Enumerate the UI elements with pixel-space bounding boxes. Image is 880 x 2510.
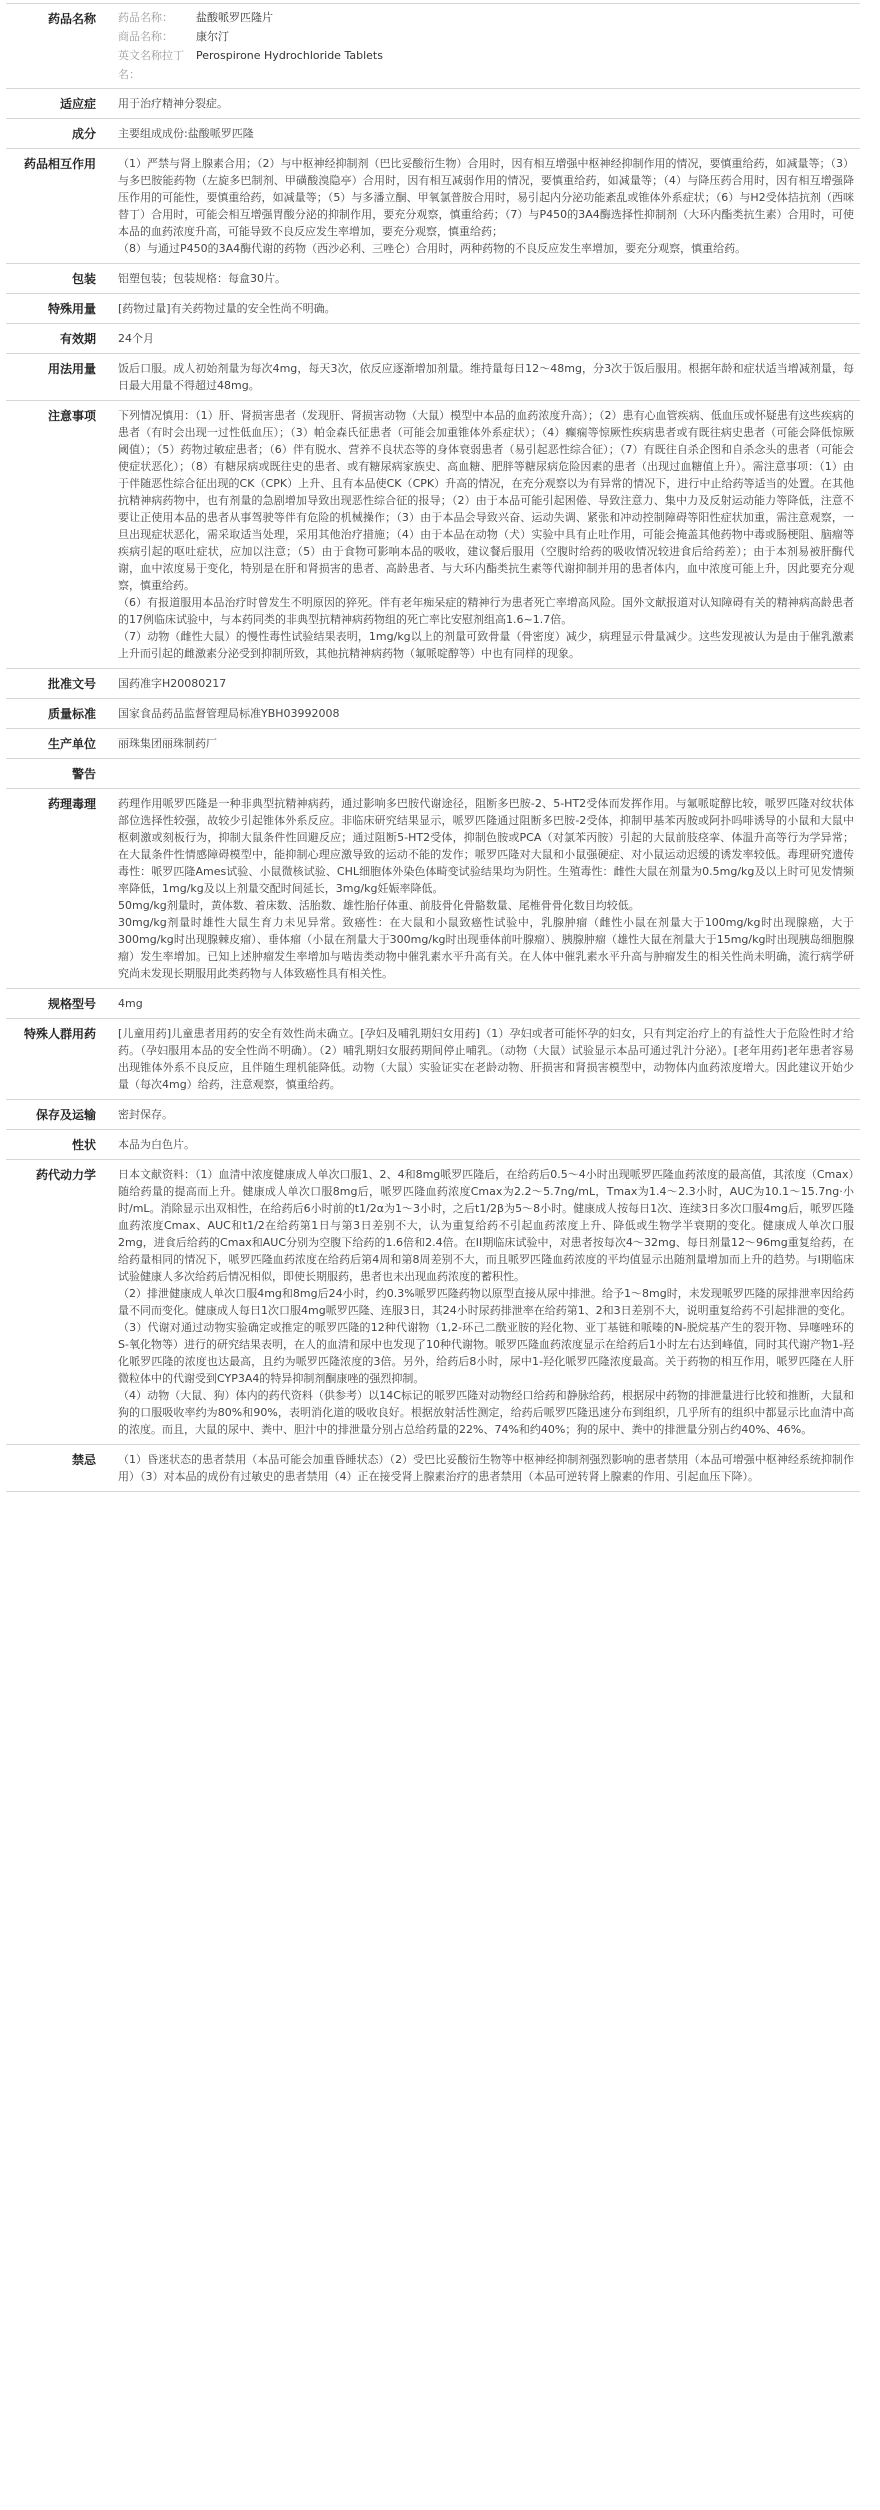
value-composition: 主要组成成份:盐酸哌罗匹隆: [118, 127, 254, 140]
value-validity: 24个月: [118, 332, 154, 345]
value-precautions: 下列情况慎用：（1）肝、肾损害患者（发现肝、肾损害动物（大鼠）模型中本品的血药浓度升高）；（2）患有心血管疾病、低血压或怀疑患有这些疾病的患者（有时会出现一过性低血压）；（3）帕金森氏征患者（可能会加重锥体外系症状）；（4）癫痫等惊厥性疾病患者或有既往病史患者（可能会降低惊厥阈值）；（5）药物过敏症患者；（6）伴有脱水、营养不良状态等的身体衰弱患者（易引起恶性综合征）；（7）有既往自杀企图和自杀念头的患者（可能会使症状恶化）；（8）有糖尿病或既往史的患者、或有糖尿病家族史、高血糖、肥胖等糖尿病危险因素的患者（出现过血糖值上升）。需注意事项：（1）由于伴随恶性综合征出现的CK（CPK）上升、且有本品使CK（CPK）升高的情况，在充分观察以为有异常的情况下，进行中止给药等适当的处置。在其他抗精神病药物中，也有剂量的急剧增加导致出现恶性综合征的报导；（2）由于本品可能引起困倦、导致注意力、集中力及反射运动能力等降低，注意不要让正使用本品的患者从事驾驶等伴有危险的机械操作；（3）由于本品会导致兴奋、运动失调、紧张和冲动控制障碍等阳性症状加重，需注意观察，一旦出现症状恶化，需采取适当处理，采用其他治疗措施；（4）由于本品在动物（犬）实验中具有止吐作用，可能会掩盖其他药物中毒或肠梗阻、脑瘤等疾病引起的呕吐症状，应加以注意；（5）由于食物可影响本品的吸收，建议餐后服用（空腹时给药的吸收情况较进食后给药差）；由于本剂易被肝酶代谢，血中浓度易于变化，特别是在肝和肾损害的患者、高龄患者、与大环内酯类抗生素等代谢抑制并用的患者体内，血中浓度可能上升，因此要充分观察，慎重给药。 （6）有报道服用本品治疗时曾发生不明原因的猝死。伴有老年痴呆症的精神行为患者死亡率增高风险。国外文献报道对认知障碍有关的精神病高龄患者的17例临床试验中，与本药同类的非典型抗精神病药物组的死亡率比安慰剂组高1.6~1.7倍。 （7）动物（雌性大鼠）的慢性毒性试验结果表明，1mg/kg以上的剂量可致骨量（骨密度）减少，病理显示骨量减少。这些发现被认为是由于催乳激素上升而引起的雌激素分泌受到抑制所致，其他抗精神病药物（氟哌啶醇等）中也有同样的现象。: [118, 409, 854, 660]
value-contraindications: （1）昏迷状态的患者禁用（本品可能会加重昏睡状态）（2）受巴比妥酸衍生物等中枢神经抑制剂强烈影响的患者禁用（本品可增强中枢神经系统抑制作用）（3）对本品的成份有过敏史的患者禁用（4）正在接受肾上腺素治疗的患者禁用（本品可逆转肾上腺素的作用、引起血压下降）。: [118, 1453, 854, 1483]
row-composition: [6, 119, 860, 149]
value-packaging: 铝塑包装；包装规格：每盒30片。: [118, 272, 286, 285]
value-indication: 用于治疗精神分裂症。: [118, 97, 228, 110]
row-drug-name: [6, 4, 860, 89]
row-overdose: [6, 294, 860, 324]
row-quality-standard: [6, 699, 860, 729]
value-interactions: （1）严禁与肾上腺素合用；（2）与中枢神经抑制剂（巴比妥酸衍生物）合用时，因有相互增强中枢神经抑制作用的情况，要慎重给药，如减量等；（3）与多巴胺能药物（左旋多巴制剂、甲磺酸溴隐亭）合用时，因有相互减弱作用的情况，要慎重给药，如减量等；（4）与降压药合用时，因有相互增强降压作用的可能性，要慎重给药，如减量等；（5）与多潘立酮、甲氧氯普胺合用时，易引起内分泌功能紊乱或锥体外系症状；（6）与H2受体拮抗剂（西咪替丁）合用时，可能会相互增强胃酸分泌的抑制作用，要充分观察，慎重给药；（7）与P450的3A4酶选择性抑制剂（大环内酯类抗生素）合用时，可使本品的血药浓度升高，可能导致不良反应发生率增加，要充分观察，慎重给药； （8）与通过P450的3A4酶代谢的药物（西沙必利、三唑仑）合用时，两种药物的不良反应发生率增加，要充分观察，慎重给药。: [118, 157, 854, 255]
row-precautions: [6, 401, 860, 669]
label-overdose: 特殊用量: [47, 302, 96, 316]
label-quality-standard: 质量标准: [47, 707, 96, 721]
value-quality-standard: 国家食品药品监督管理局标准YBH03992008: [118, 707, 340, 720]
value-special-population: [儿童用药]儿童患者用药的安全有效性尚未确立。[孕妇及哺乳期妇女用药]（1）孕妇或者可能怀孕的妇女，只有判定治疗上的有益性大于危险性时才给药。（孕妇服用本品的安全性尚不明确）。（2）哺乳期妇女服药期间停止哺乳。（动物（大鼠）试验显示本品可通过乳汁分泌）。[老年用药]老年患者容易出现锥体外系不良反应，且伴随生理机能降低。动物（大鼠）实验证实在老龄动物、肝损害和肾损害模型中，动物体内血药浓度增大。因此建议开始少量（每次4mg）给药，注意观察，慎重给药。: [118, 1027, 854, 1091]
value-pharmacology: 药理作用哌罗匹隆是一种非典型抗精神病药，通过影响多巴胺代谢途径，阻断多巴胺-2、5-HT2受体而发挥作用。与氟哌啶醇比较，哌罗匹隆对纹状体部位选择性较强，故较少引起锥体外系反应。非临床研究结果显示，哌罗匹隆通过阻断多巴胺-2受体，抑制甲基苯丙胺或阿扑吗啡诱导的小鼠和大鼠中枢刺激或刻板行为，抑制大鼠条件性回避反应；通过阻断5-HT2受体，抑制色胺或PCA（对氯苯丙胺）引起的大鼠前肢痉挛、体温升高等行为学异常；在大鼠条件性情感障碍模型中，能抑制心理应激导致的运动不能的发作；哌罗匹隆对大鼠和小鼠强硬症、对小鼠运动迟缓的诱发率较低。毒理研究遗传毒性：哌罗匹隆Ames试验、小鼠微核试验、CHL细胞体外染色体畸变试验结果均为阴性。生殖毒性：雌性大鼠在剂量为0.5mg/kg及以上时可见发情频率降低，1mg/kg及以上剂量交配时间延长，3mg/kg妊娠率降低。 50mg/kg剂量时，黄体数、着床数、活胎数、雄性胎仔体重、前肢骨化骨骼数量、尾椎骨骨化数目均较低。 30mg/kg剂量时雄性大鼠生育力未见异常。致癌性：在大鼠和小鼠致癌性试验中，乳腺肿瘤（雌性小鼠在剂量大于100mg/kg时出现腺癌，大于300mg/kg时出现腺棘皮瘤）、垂体瘤（小鼠在剂量大于300mg/kg时出现垂体前叶腺瘤）、胰腺肿瘤（雄性大鼠在剂量大于15mg/kg时出现胰岛细胞腺瘤）发生率增加。已知上述肿瘤发生率增加与啮齿类动物中催乳素水平升高有关。在人体中催乳素水平升高与肿瘤发生的相关性尚未明确，流行病学研究尚未发现长期服用此类药物与人体致癌性具有相关性。: [118, 797, 854, 980]
generic-name-value: 盐酸哌罗匹隆片: [196, 11, 273, 24]
generic-name-key: 药品名称：: [118, 11, 173, 24]
label-pharmacokinetics: 药代动力学: [35, 1168, 96, 1182]
value-approval: 国药准字H20080217: [118, 677, 227, 690]
brand-name-line: [118, 27, 854, 46]
label-contraindications: 禁忌: [71, 1453, 96, 1467]
label-precautions: 注意事项: [47, 409, 96, 423]
row-pharmacology: [6, 789, 860, 989]
label-special-population: 特殊人群用药: [23, 1027, 96, 1041]
label-appearance: 性状: [71, 1138, 96, 1152]
value-dosage: 饭后口服。成人初始剂量为每次4mg，每天3次，依反应逐渐增加剂量。维持量每日12～48mg，分3次于饭后服用。根据年龄和症状适当增减剂量，每日最大用量不得超过48mg。: [118, 362, 854, 392]
row-approval: [6, 669, 860, 699]
row-indication: [6, 89, 860, 119]
label-storage: 保存及运输: [35, 1108, 96, 1122]
generic-name-line: [118, 8, 854, 27]
label-manufacturer: 生产单位: [47, 737, 96, 751]
value-manufacturer: 丽珠集团丽珠制药厂: [118, 737, 217, 750]
brand-name-key: 商品名称：: [118, 30, 173, 43]
row-special-population: [6, 1019, 860, 1100]
row-interactions: [6, 149, 860, 264]
label-specification: 规格型号: [47, 997, 96, 1011]
value-overdose: [药物过量]有关药物过量的安全性尚不明确。: [118, 302, 336, 315]
english-name-value: Perospirone Hydrochloride Tablets: [196, 49, 383, 62]
row-validity: [6, 324, 860, 354]
row-dosage: [6, 354, 860, 401]
label-warning: 警告: [71, 767, 96, 781]
label-dosage: 用法用量: [47, 362, 96, 376]
value-pharmacokinetics: 日本文献资料：（1）血清中浓度健康成人单次口服1、2、4和8mg哌罗匹隆后，在给药后0.5～4小时出现哌罗匹隆血药浓度的最高值，其浓度（Cmax）随给药量的提高而上升。健康成人单次口服8mg后，哌罗匹隆血药浓度Cmax为2.2～5.7ng/mL，Tmax为1.4～2.3小时，AUC为10.1～15.7ng·小时/mL。消除显示出双相性，在给药后6小时前的t1/2α为1～3小时，之后t1/2β为5～8小时。健康成人按每日1次、连续3日多次口服4mg后，哌罗匹隆血药浓度Cmax、AUC和t1/2在给药第1日与第3日差别不大，认为重复给药不引起血药浓度上升、降低或生物学半衰期的变化。健康成人单次口服2mg，进食后给药的Cmax和AUC分别为空腹下给药的1.6倍和2.4倍。在II期临床试验中，对患者按每次4～32mg、每日剂量12～96mg重复给药，在给药量相同的情况下，哌罗匹隆血药浓度在给药后第4周和第8周差别不大，而且哌罗匹隆血药浓度的平均值显示出随剂量增加而上升的趋势。与I期临床试验健康人多次给药后情况相似，即使长期服药，患者也未出现血药浓度的蓄积性。 （2）排泄健康成人单次口服4mg和8mg后24小时，约0.3%哌罗匹隆药物以原型直接从尿中排泄。给予1～8mg时，未发现哌罗匹隆的尿排泄率因给药量不同而变化。健康成人每日1次口服4mg哌罗匹隆、连服3日，其24小时尿药排泄率在给药第1、2和3日差别不大，说明重复给药不引起排泄的变化。 （3）代谢对通过动物实验确定或推定的哌罗匹隆的12种代谢物（1,2-环己二酰亚胺的羟化物、亚丁基链和哌嗪的N-脱烷基产生的裂开物、异噻唑环的S-氧化物等）进行的研究结果表明，在人的血清和尿中也发现了10种代谢物。哌罗匹隆血药浓度显示在给药后1小时左右达到峰值，同时其代谢产物1-羟化哌罗匹隆的浓度也达最高，且约为哌罗匹隆浓度的3倍。另外，给药后8小时，尿中1-羟化哌罗匹隆浓度最高。关于药物的相互作用，哌罗匹隆在人肝微粒体中的代谢受到CYP3A4的特异抑制剂酮康唑的强烈抑制。 （4）动物（大鼠、狗）体内的药代资料（供参考）以14C标记的哌罗匹隆对动物经口给药和静脉给药，根据尿中药物的排泄量进行比较和推断，大鼠和狗的口服吸收率约为80%和90%，表明消化道的吸收良好。根据放射活性测定，给药后哌罗匹隆迅速分布到组织，几乎所有的组织中都显示比血清中高的浓度。而且，大鼠的尿中、粪中、胆汁中的排泄量分别占总给药量的22%、74%和约40%；狗的尿中、粪中的排泄量分别占约40%、46%。: [118, 1168, 854, 1436]
label-validity: 有效期: [59, 332, 96, 346]
english-name-line: [118, 46, 854, 84]
english-name-key: 英文名称拉丁名：: [118, 49, 184, 81]
row-specification: [6, 989, 860, 1019]
value-appearance: 本品为白色片。: [118, 1138, 195, 1151]
row-contraindications: [6, 1445, 860, 1492]
label-drug-name: 药品名称: [47, 12, 96, 26]
row-manufacturer: [6, 729, 860, 759]
label-pharmacology: 药理毒理: [47, 797, 96, 811]
label-packaging: 包装: [71, 272, 96, 286]
row-appearance: [6, 1130, 860, 1160]
value-drug-name: [102, 4, 860, 88]
label-approval: 批准文号: [47, 677, 96, 691]
label-composition: 成分: [71, 127, 96, 141]
brand-name-value: 康尔汀: [196, 30, 229, 43]
row-warning: [6, 759, 860, 789]
value-specification: 4mg: [118, 997, 143, 1010]
row-packaging: [6, 264, 860, 294]
value-storage: 密封保存。: [118, 1108, 173, 1121]
row-storage: [6, 1100, 860, 1130]
row-pharmacokinetics: [6, 1160, 860, 1445]
label-indication: 适应症: [59, 97, 96, 111]
drug-info-table: [6, 3, 860, 1492]
label-interactions: 药品相互作用: [23, 157, 96, 171]
